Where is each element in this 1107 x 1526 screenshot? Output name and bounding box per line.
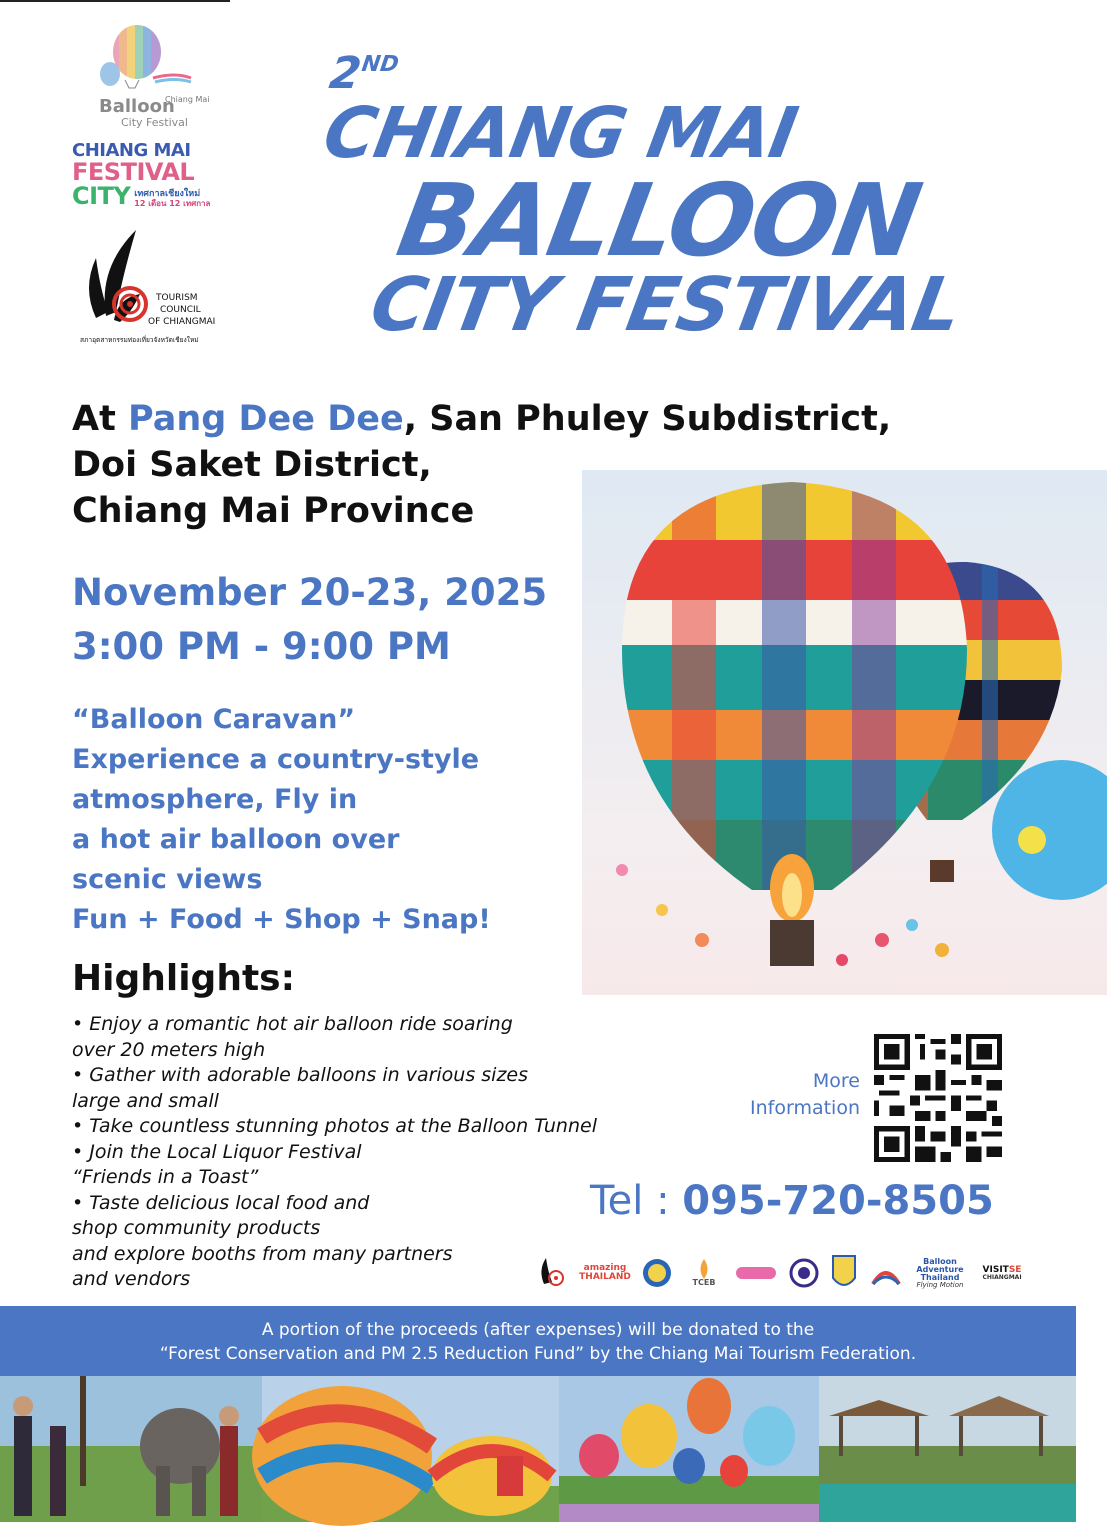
telephone[interactable] (590, 1178, 994, 1224)
balloon-adventure-logo (914, 1253, 966, 1293)
description-line: “Balloon Caravan” (72, 704, 356, 735)
festival-city-logo (72, 142, 242, 220)
banner-line1: A portion of the proceeds (after expenses) will be donated to the (261, 1320, 815, 1340)
partner-logo-pink (734, 1253, 778, 1293)
qr-code-icon[interactable] (874, 1034, 1002, 1162)
festival-logo-line3: CITY (72, 182, 131, 210)
title-line2: BALLOON (389, 162, 928, 279)
event-time: 3:00 PM - 9:00 PM (72, 625, 451, 668)
photo-balloon-field (559, 1376, 819, 1522)
balloon-adventure-label: Balloon Adventure Thailand (916, 1256, 964, 1282)
balloon-photo (582, 470, 1107, 995)
edition-number: 2 (326, 48, 365, 99)
tourism-council-logo (78, 228, 238, 350)
list-item: • Gather with adorable balloons in various sizes (72, 1064, 529, 1086)
festival-logo-line2: FESTIVAL (72, 158, 195, 186)
description-line: scenic views (72, 864, 263, 895)
photo-strip (0, 1376, 1076, 1522)
list-item: • Take countless stunning photos at the Balloon Tunnel (72, 1115, 597, 1137)
list-item: “Friends in a Toast” (72, 1166, 259, 1188)
shield-logo (830, 1253, 858, 1293)
title-line1: CHIANG MAI (317, 92, 803, 174)
venue-prefix: At (72, 399, 129, 439)
se-label: SE (1008, 1264, 1022, 1275)
balloon-city-logo (95, 22, 210, 130)
event-date: November 20-23, 2025 (72, 571, 548, 614)
list-item: • Enjoy a romantic hot air balloon ride soaring (72, 1013, 513, 1035)
tourism-council-small-logo (536, 1253, 570, 1293)
festival-logo-thai2: 12 เดือน 12 เทศกาล (134, 198, 211, 208)
tel-number[interactable]: 095-720-8505 (682, 1178, 994, 1224)
description (72, 700, 491, 940)
tourism-logo-thai: สภาอุตสาหกรรมท่องเที่ยวจังหวัดเชียงใหม่ (80, 336, 199, 344)
balloon-logo-icon (95, 22, 210, 130)
venue-district: Doi Saket District, (72, 445, 432, 485)
list-item: large and small (72, 1089, 219, 1112)
partner-logos (536, 1248, 1036, 1298)
photo-elephants (0, 1376, 262, 1522)
venue-province: Chiang Mai Province (72, 491, 475, 531)
balloon-logo-chiangmai: Chiang Mai (165, 95, 210, 104)
information-label: Information (750, 1097, 860, 1119)
edition-suffix: ND (360, 52, 401, 77)
festival-logo-line1: CHIANG MAI (72, 140, 191, 161)
balloon-logo-city: City Festival (121, 116, 188, 129)
description-line: atmosphere, Fly in (72, 784, 358, 815)
list-item: and vendors (72, 1268, 191, 1290)
qr-code[interactable] (874, 1034, 1002, 1162)
donation-banner (0, 1306, 1076, 1376)
photo-inflating-balloons (262, 1376, 559, 1522)
festival-logo-thai1: เทศกาลเชียงใหม่ (134, 189, 201, 200)
photo-pavilion-pool (819, 1376, 1076, 1522)
seal-logo-2 (788, 1253, 820, 1293)
description-line: Fun + Food + Shop + Snap! (72, 904, 491, 935)
visit-chiangmai-logo (976, 1253, 1028, 1293)
venue-subdistrict: , San Phuley Subdistrict, (403, 399, 892, 439)
venue-place: Pang Dee Dee (128, 399, 404, 439)
list-item: over 20 meters high (72, 1038, 266, 1061)
banner-line2: “Forest Conservation and PM 2.5 Reduction Fund” by the Chiang Mai Tourism Federation. (159, 1344, 917, 1364)
tceb-logo (684, 1253, 724, 1293)
list-item: • Join the Local Liquor Festival (72, 1140, 362, 1163)
description-line: Experience a country-style (72, 744, 480, 775)
tceb-label: TCEB (692, 1278, 716, 1287)
tourism-logo-line3: OF CHIANGMAI (148, 317, 216, 327)
balloon-logo-balloon: Balloon (99, 96, 175, 117)
visit-label: VISIT (982, 1264, 1009, 1275)
flying-motion-label: Flying Motion (916, 1280, 964, 1289)
list-item: and explore booths from many partners (72, 1242, 453, 1265)
tourism-logo-line2: COUNCIL (160, 305, 201, 315)
more-information-label (720, 1068, 860, 1122)
title-line3: CITY FESTIVAL (364, 262, 968, 348)
anniversary-logo (868, 1253, 904, 1293)
more-label: More (812, 1070, 860, 1092)
schedule (72, 566, 547, 674)
tel-label: Tel : (590, 1178, 683, 1224)
hot-air-balloons-illustration (582, 470, 1107, 995)
amazing-thailand-logo: amazing THAILAND (579, 1263, 631, 1282)
list-item: shop community products (72, 1217, 321, 1239)
tourism-council-icon (78, 228, 238, 350)
top-border (0, 0, 230, 2)
seal-logo-1 (640, 1253, 674, 1293)
highlights-list (72, 1012, 597, 1293)
description-line: a hot air balloon over (72, 824, 400, 855)
visit-sub-label: CHIANGMAI (982, 1273, 1022, 1281)
list-item: • Taste delicious local food and (72, 1191, 370, 1214)
tourism-logo-line1: TOURISM (156, 293, 198, 303)
highlights-title: Highlights: (72, 958, 295, 999)
